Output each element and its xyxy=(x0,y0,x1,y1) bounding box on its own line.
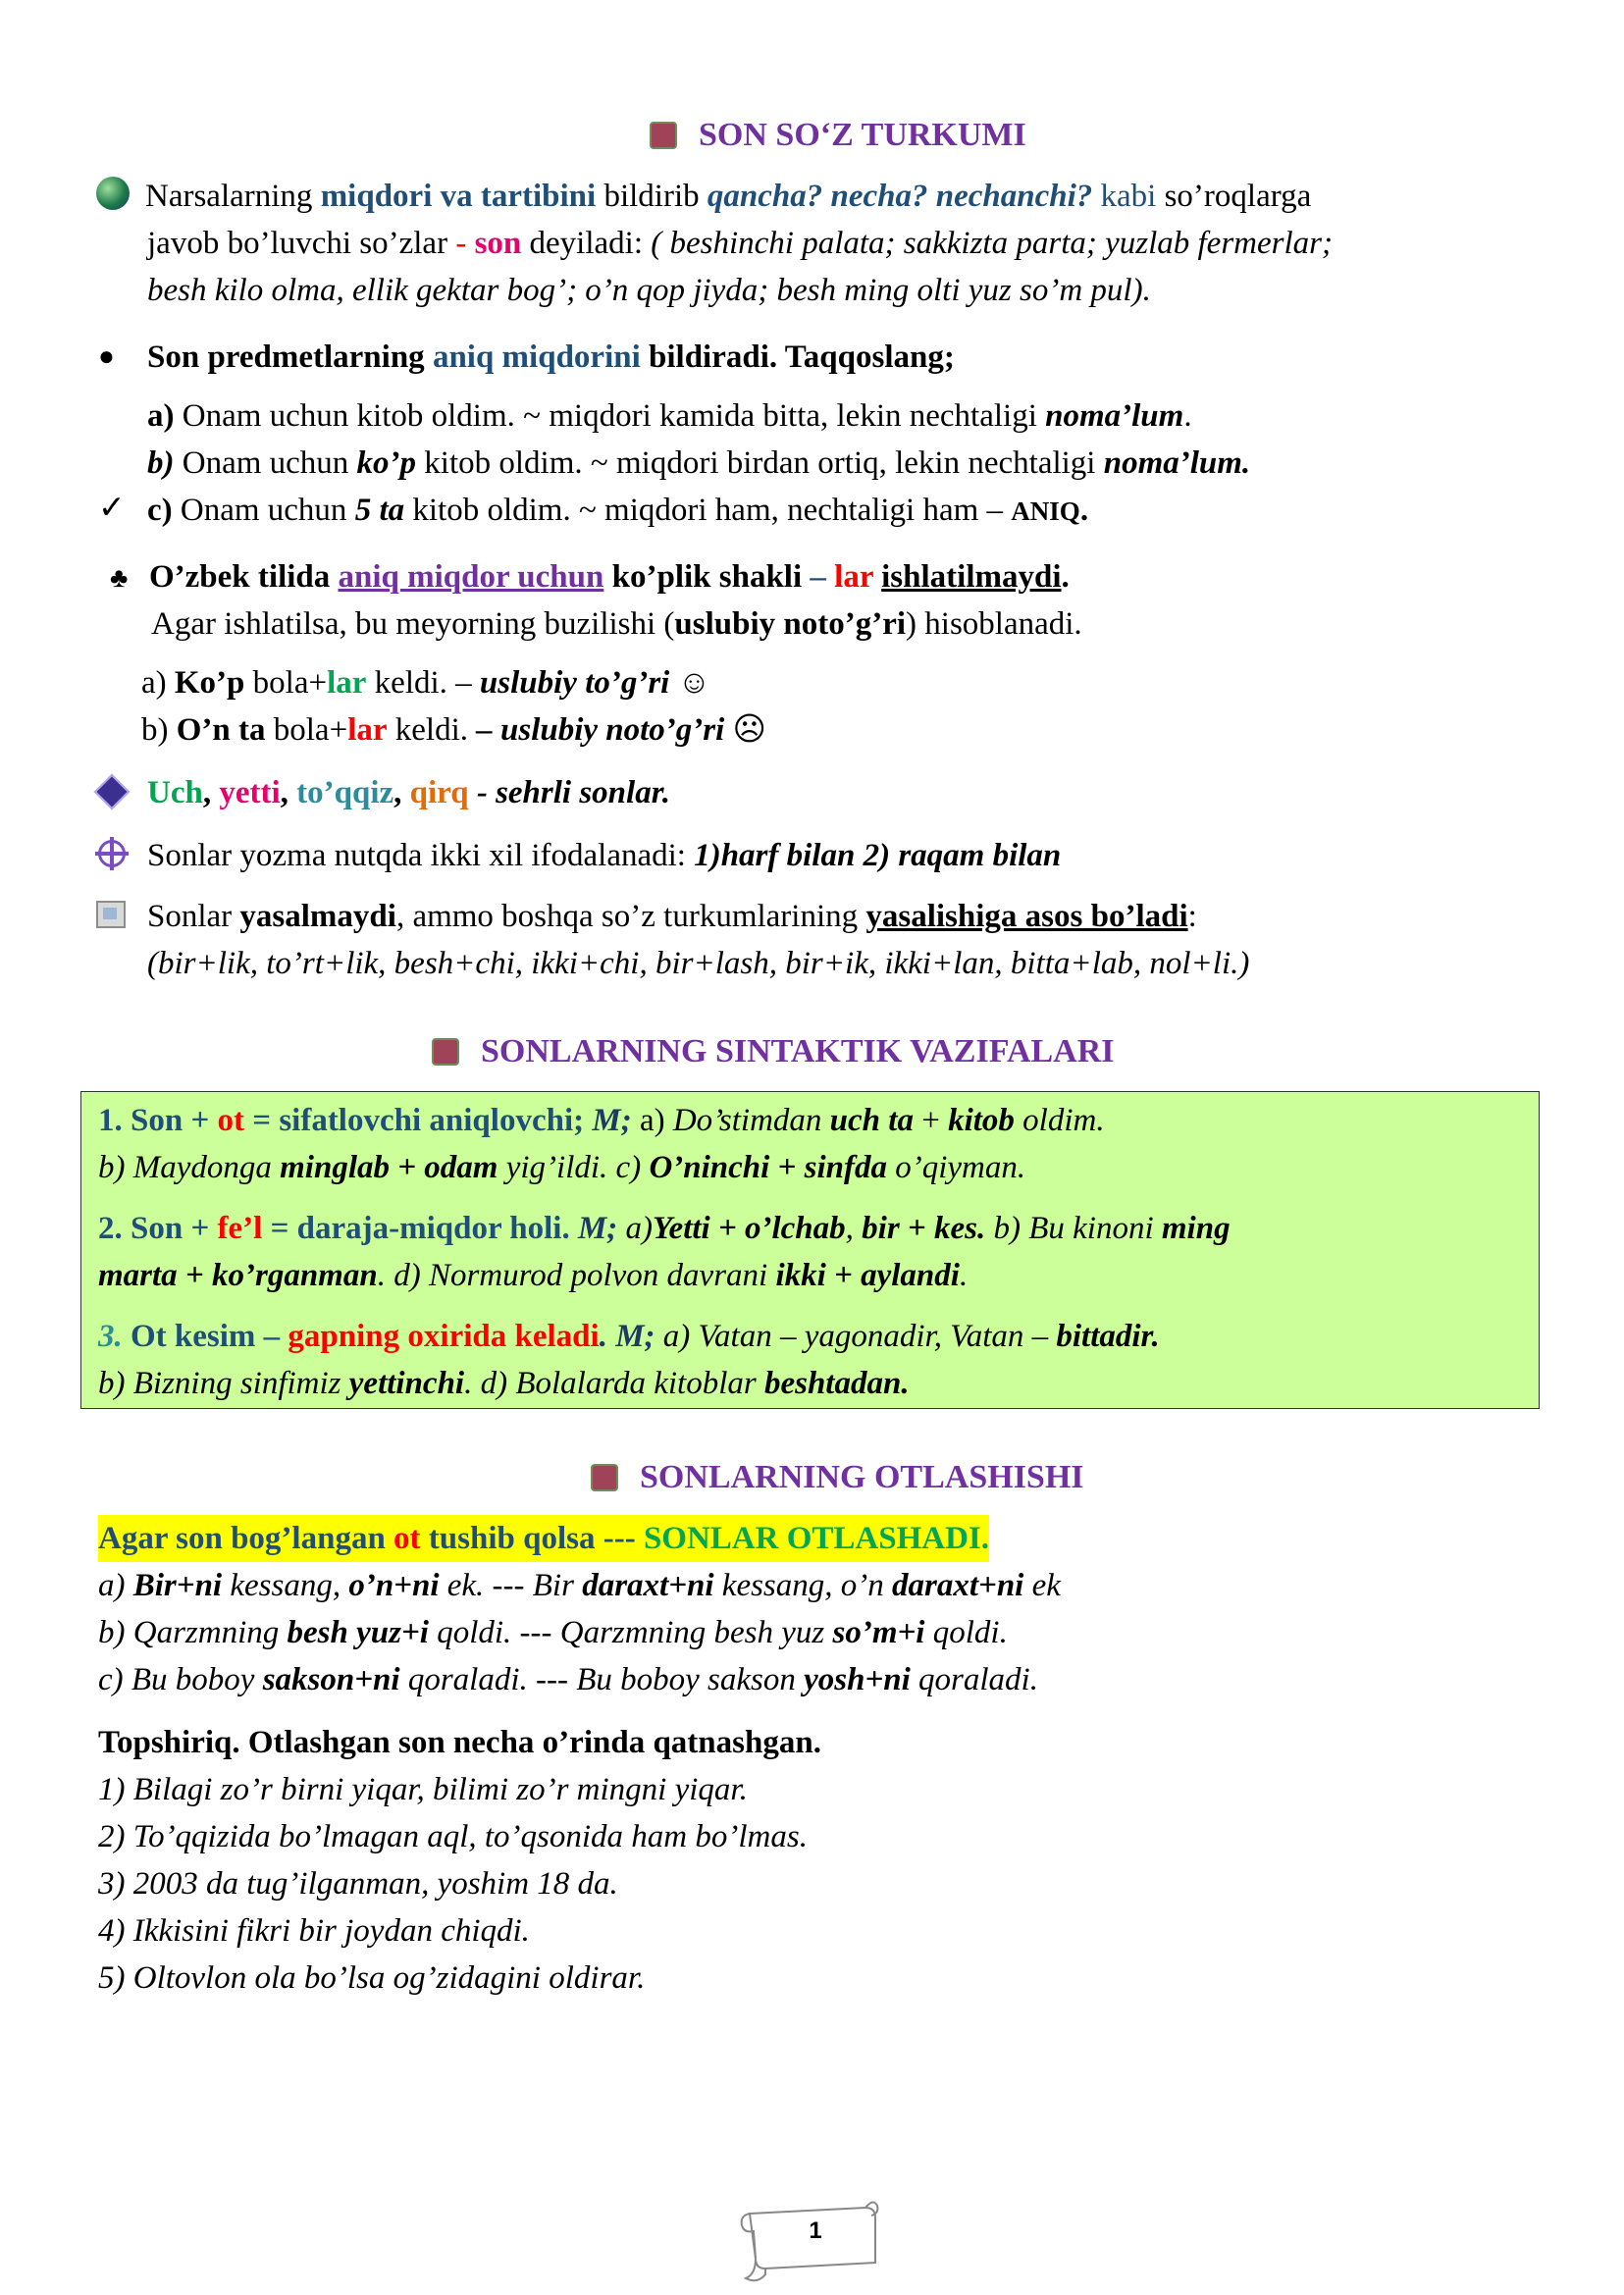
picture-icon xyxy=(96,901,126,928)
text: kessang, xyxy=(222,1568,349,1603)
text: Agar son bog’langan xyxy=(98,1521,394,1556)
smile-icon: ☺ xyxy=(669,665,711,701)
text: M; xyxy=(569,1211,618,1246)
text: a) xyxy=(617,1211,654,1246)
text: yettinchi xyxy=(348,1366,465,1401)
text: uch ta xyxy=(829,1103,914,1138)
text: Onam uchun kitob oldim. ~ miqdori kamida bitta, lekin nechtaligi xyxy=(174,398,1046,434)
rose-icon xyxy=(650,122,677,149)
bullet-dot: ● xyxy=(98,341,115,372)
text: Ot kesim – xyxy=(131,1319,288,1354)
text: = daraja-miqdor holi. xyxy=(262,1211,570,1246)
text: ot xyxy=(217,1103,245,1138)
task-item: 5) Oltovlon ola bo’lsa og’zidagini oldirar. xyxy=(98,1960,646,1996)
task-item: 2) To’qqizida bo’lmagan aql, to’qsonida ham bo’lmas. xyxy=(98,1819,808,1854)
text: Agar ishlatilsa, bu meyorning buzilishi ( xyxy=(151,606,675,642)
text: javob bo’luvchi so’zlar xyxy=(147,226,456,261)
globe-icon xyxy=(96,177,130,210)
plural-rule-line-2 xyxy=(151,600,1082,648)
text: 1. Son + xyxy=(98,1103,218,1138)
text: Uch xyxy=(147,775,203,810)
crosshair-icon xyxy=(98,840,126,867)
text: b) Qarzmning xyxy=(98,1615,288,1650)
example-a xyxy=(141,659,710,706)
text: Onam uchun xyxy=(172,493,355,528)
text: lar xyxy=(327,665,367,701)
text: miqdori va tartibini xyxy=(320,179,597,214)
text: b) xyxy=(141,712,177,748)
text: qoraladi. --- Bu boboy sakson xyxy=(399,1662,805,1697)
text: uslubiy noto’g’ri xyxy=(674,606,907,642)
text: to’qqiz xyxy=(296,775,394,810)
text: b) xyxy=(147,445,175,481)
text xyxy=(873,559,881,595)
text: uslubiy to’g’ri xyxy=(479,665,670,701)
text: aniq miqdor uchun xyxy=(338,559,604,595)
text: daraxt+ni xyxy=(892,1568,1024,1603)
func-row-2 xyxy=(98,1144,1025,1191)
section-title-son: SON SO‘Z TURKUMI xyxy=(699,117,1026,153)
text: ming xyxy=(1161,1211,1231,1246)
club-icon: ♣ xyxy=(110,563,129,594)
text: b) Maydonga xyxy=(98,1150,281,1185)
text: marta + ko’rganman xyxy=(98,1258,378,1293)
text: daraxt+ni xyxy=(582,1568,714,1603)
func-row-3 xyxy=(98,1205,1231,1252)
definition-line-2 xyxy=(147,220,1333,267)
text: lar xyxy=(834,559,873,595)
text: qoraladi. xyxy=(910,1662,1038,1697)
text: SONLAR OTLASHADI. xyxy=(643,1521,990,1556)
task-item: 4) Ikkisini fikri bir joydan chiqdi. xyxy=(98,1913,530,1949)
section-title-sintaktik: SONLARNING SINTAKTIK VAZIFALARI xyxy=(481,1033,1115,1069)
text: O’n ta xyxy=(176,712,266,748)
compare-b xyxy=(147,440,1250,487)
text: bola+ xyxy=(265,712,348,748)
text: ek. --- Bir xyxy=(439,1568,583,1603)
text: bittadir. xyxy=(1056,1319,1160,1354)
text: noma’lum. xyxy=(1103,445,1251,481)
text: 1)harf bilan 2) raqam bilan xyxy=(694,838,1062,873)
text: kitob oldim. ~ miqdori birdan ortiq, lekin nechtaligi xyxy=(416,445,1104,481)
task-item: 1) Bilagi zo’r birni yiqar, bilimi zo’r mingni yiqar. xyxy=(98,1772,748,1807)
text: b) Bizning sinfimiz xyxy=(98,1366,349,1401)
text: , ammo boshqa so’z turkumlarining xyxy=(395,899,866,934)
text: bir + kes. xyxy=(862,1211,986,1246)
text: = sifatlovchi aniqlovchi; xyxy=(244,1103,585,1138)
text: . d) Normurod polvon davrani xyxy=(377,1258,776,1293)
compare-c xyxy=(147,487,1088,535)
text: tushib qolsa --- xyxy=(420,1521,644,1556)
text: ek xyxy=(1023,1568,1061,1603)
text: yasalishiga asos bo’ladi xyxy=(865,899,1188,934)
text: . xyxy=(959,1258,969,1293)
text: c) Bu boboy xyxy=(98,1662,263,1697)
text: + xyxy=(913,1103,949,1138)
func-row-6 xyxy=(98,1360,910,1407)
text: : xyxy=(1187,899,1197,934)
text: - sehrli sonlar. xyxy=(468,775,670,810)
text: kitob xyxy=(948,1103,1015,1138)
otlashish-rule xyxy=(98,1515,989,1562)
text: besh yuz+i xyxy=(287,1615,429,1650)
text: beshtadan. xyxy=(763,1366,910,1401)
text xyxy=(821,1103,829,1138)
text: keldi. – xyxy=(366,665,480,701)
task-title: Topshiriq. Otlashgan son necha o’rinda qatnashgan. xyxy=(98,1725,821,1760)
text: Bir+ni xyxy=(132,1568,223,1603)
text: Sonlar yozma nutqda ikki xil ifodalanadi: xyxy=(147,838,695,873)
text: . d) Bolalarda kitoblar xyxy=(464,1366,764,1401)
otlash-example-c xyxy=(98,1656,1038,1703)
text: minglab + odam xyxy=(280,1150,498,1185)
text: Sonlar xyxy=(147,899,240,934)
text: qoldi. xyxy=(924,1615,1008,1650)
definition-line-3: besh kilo olma, ellik gektar bog’; o’n qop jiyda; besh ming olti yuz so’m pul). xyxy=(147,273,1151,308)
text: qirq xyxy=(409,775,469,810)
text: Onam uchun xyxy=(174,445,357,481)
func-row-5 xyxy=(98,1313,1160,1360)
text: bildirib xyxy=(596,179,707,214)
text: M; xyxy=(584,1103,632,1138)
section-title-otlashishi: SONLARNING OTLASHISHI xyxy=(640,1459,1084,1495)
text: a) xyxy=(98,1568,133,1603)
text: . xyxy=(1183,398,1192,434)
frown-icon: ☹ xyxy=(724,712,766,748)
text: deyiladi: xyxy=(521,226,652,261)
text: lar xyxy=(347,712,388,748)
text: ot xyxy=(393,1521,421,1556)
text: keldi. xyxy=(387,712,477,748)
text: yasalmaydi xyxy=(239,899,396,934)
text: a) Vatan – yagonadir, Vatan – xyxy=(655,1319,1057,1354)
text: son xyxy=(474,226,522,261)
text: ANIQ xyxy=(1011,496,1080,526)
rose-icon xyxy=(432,1038,459,1066)
text: aniq miqdorini xyxy=(432,339,641,375)
text: – xyxy=(810,559,835,595)
page-number: 1 xyxy=(809,2217,822,2244)
text: gapning oxirida keladi xyxy=(288,1319,600,1354)
text: oldim. xyxy=(1014,1103,1105,1138)
text: – uslubiy noto’g’ri xyxy=(476,712,725,748)
func-row-1 xyxy=(98,1097,1105,1144)
written-forms xyxy=(147,832,1061,879)
text: . M; xyxy=(599,1319,655,1354)
text: b) Bu kinoni xyxy=(985,1211,1162,1246)
task-item: 3) 2003 da tug’ilganman, yoshim 18 da. xyxy=(98,1866,618,1902)
text: kessang, o’n xyxy=(713,1568,893,1603)
text: o’qiyman. xyxy=(886,1150,1026,1185)
text: 3. xyxy=(98,1319,131,1354)
text: bola+ xyxy=(244,665,328,701)
func-row-4 xyxy=(98,1252,968,1299)
derivation-line xyxy=(147,893,1197,940)
text: a) xyxy=(147,398,175,434)
text: ko’p xyxy=(356,445,417,481)
compare-a xyxy=(147,392,1192,440)
text: a) xyxy=(631,1103,673,1138)
text: yig’ildi. c) xyxy=(498,1150,650,1185)
derivation-examples: (bir+lik, to’rt+lik, besh+chi, ikki+chi, bir+lash, bir+ik, ikki+lan, bitta+lab, nol+li.) xyxy=(147,946,1250,981)
text: , xyxy=(393,775,410,810)
text: Ko’p xyxy=(174,665,245,701)
text: Do’stimdan xyxy=(672,1103,822,1138)
text: , xyxy=(845,1211,863,1246)
rose-icon xyxy=(591,1464,618,1491)
text: yetti xyxy=(219,775,281,810)
text: ikki + aylandi xyxy=(775,1258,960,1293)
text: . xyxy=(1079,493,1089,528)
text: fe’l xyxy=(217,1211,263,1246)
text: a) xyxy=(141,665,175,701)
check-icon: ✓ xyxy=(98,491,126,526)
plural-rule-line xyxy=(149,553,1070,600)
definition-line-1 xyxy=(145,173,1311,220)
text: Son predmetlarning xyxy=(147,339,433,375)
text: so’m+i xyxy=(832,1615,925,1650)
diamond-icon xyxy=(94,774,131,810)
example-b xyxy=(141,706,766,754)
text: qoldi. --- Qarzmning besh yuz xyxy=(428,1615,833,1650)
text: Narsalarning xyxy=(145,179,321,214)
text: ko’plik shakli xyxy=(603,559,811,595)
text: noma’lum xyxy=(1045,398,1184,434)
text: o’n+ni xyxy=(348,1568,440,1603)
text: qancha? necha? nechanchi? xyxy=(707,179,1093,214)
otlash-example-b xyxy=(98,1609,1008,1656)
text: O’zbek tilida xyxy=(149,559,339,595)
text: yosh+ni xyxy=(804,1662,911,1697)
text: Yetti + o’lchab xyxy=(653,1211,846,1246)
text: ) hisoblanadi. xyxy=(906,606,1082,642)
magic-numbers xyxy=(147,769,670,816)
text: bildiradi. Taqqoslang; xyxy=(640,339,955,375)
text: , xyxy=(280,775,297,810)
text: kitob oldim. ~ miqdori ham, nechtaligi ham – xyxy=(404,493,1012,528)
text: kabi xyxy=(1092,179,1165,214)
text: 2. Son + xyxy=(98,1211,218,1246)
text: O’ninchi + sinfda xyxy=(649,1150,887,1185)
text: so’roqlarga xyxy=(1164,179,1312,214)
text: - xyxy=(455,226,475,261)
text: . xyxy=(1061,559,1070,595)
text: sakson+ni xyxy=(262,1662,400,1697)
text: ( beshinchi palata; sakkizta parta; yuzlab fermerlar; xyxy=(651,226,1333,261)
otlash-example-a xyxy=(98,1562,1061,1609)
text: 5 ta xyxy=(354,493,405,528)
text: , xyxy=(202,775,220,810)
text: c) xyxy=(147,493,173,528)
text: ishlatilmaydi xyxy=(881,559,1062,595)
son-predmet-line xyxy=(147,334,955,381)
